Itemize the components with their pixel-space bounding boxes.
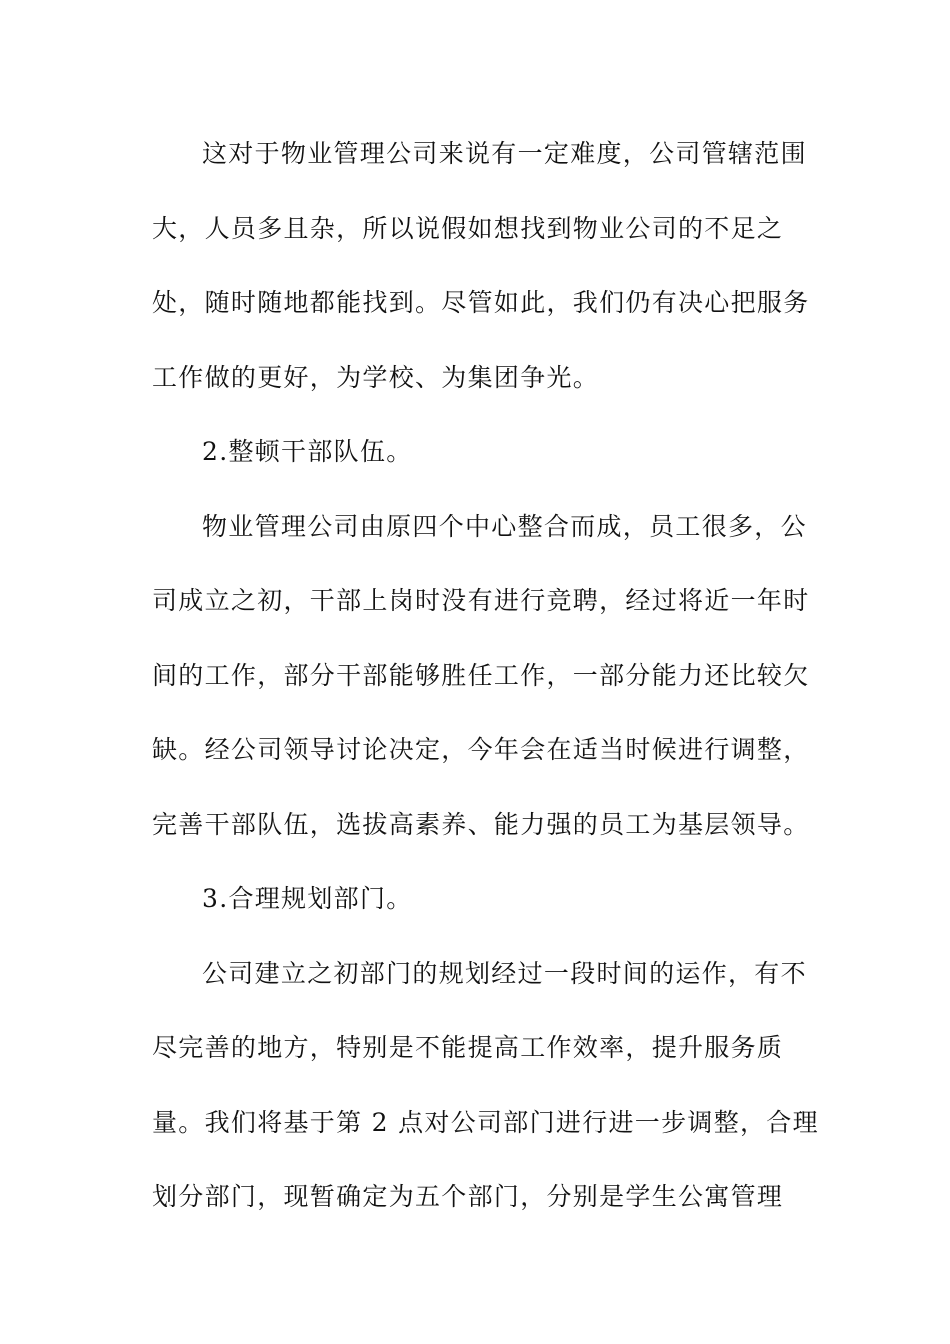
section-heading: 2.整顿干部队伍。 bbox=[202, 437, 413, 466]
paragraph-line: 工作做的更好，为学校、为集团争光。 bbox=[152, 363, 600, 392]
paragraph-line: 量。我们将基于第 2 点对公司部门进行进一步调整，合理 bbox=[152, 1108, 819, 1137]
paragraph-line: 大，人员多且杂，所以说假如想找到物业公司的不足之 bbox=[152, 214, 784, 243]
paragraph-line: 司成立之初，干部上岗时没有进行竞聘，经过将近一年时 bbox=[152, 586, 810, 615]
paragraph-line: 完善干部队伍，选拔高素养、能力强的员工为基层领导。 bbox=[152, 810, 810, 839]
paragraph-line: 划分部门，现暂确定为五个部门，分别是学生公寓管理 bbox=[152, 1182, 784, 1211]
paragraph-line: 处，随时随地都能找到。尽管如此，我们仍有决心把服务 bbox=[152, 288, 810, 317]
paragraph-line: 尽完善的地方，特别是不能提高工作效率，提升服务质 bbox=[152, 1033, 784, 1062]
paragraph-line: 公司建立之初部门的规划经过一段时间的运作，有不 bbox=[202, 959, 807, 988]
section-heading: 3.合理规划部门。 bbox=[202, 884, 413, 913]
paragraph-line: 物业管理公司由原四个中心整合而成，员工很多，公 bbox=[202, 512, 807, 541]
paragraph-line: 这对于物业管理公司来说有一定难度，公司管辖范围 bbox=[202, 139, 807, 168]
paragraph-line: 缺。经公司领导讨论决定，今年会在适当时候进行调整， bbox=[152, 735, 810, 764]
paragraph-line: 间的工作，部分干部能够胜任工作，一部分能力还比较欠 bbox=[152, 661, 810, 690]
